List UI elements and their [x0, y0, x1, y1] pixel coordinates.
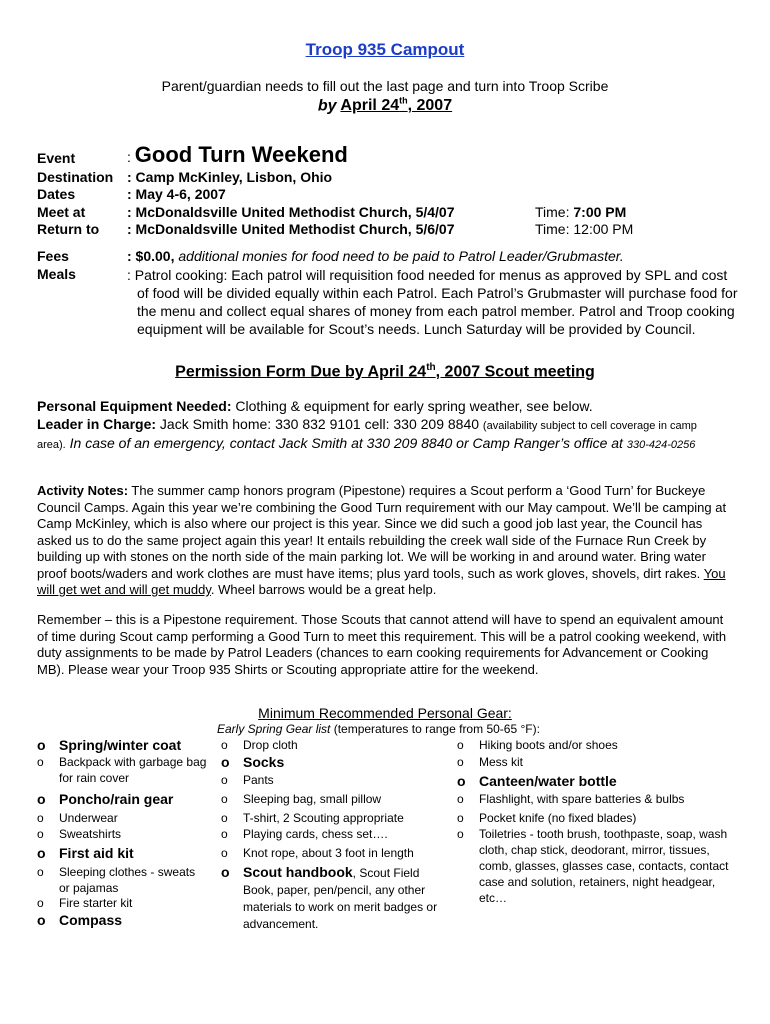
gear-item-label: Fire starter kit	[59, 896, 133, 910]
gear-item-label: Playing cards, chess set….	[243, 827, 388, 841]
gear-item-label: T-shirt, 2 Scouting appropriate	[243, 811, 404, 825]
gear-item	[457, 773, 729, 789]
dates-label: Dates	[37, 186, 76, 202]
gear-item-label: Pocket knife (no fixed blades)	[479, 811, 637, 825]
meet-label: Meet at	[37, 204, 86, 220]
gear-item	[457, 791, 729, 807]
leader-text: Jack Smith home: 330 832 9101 cell: 330 209 8840	[156, 416, 483, 432]
due-date-value	[340, 97, 452, 114]
gear-heading: Minimum Recommended Personal Gear:	[258, 705, 512, 721]
bullet-icon: o	[37, 845, 46, 861]
gear-item	[37, 864, 209, 896]
gear-item-label: Sweatshirts	[59, 827, 122, 841]
bullet-icon: o	[457, 773, 466, 789]
event-label: Event	[37, 150, 76, 166]
bullet-icon: o	[37, 791, 46, 807]
activity-warning: You will get wet and will get muddy	[37, 565, 726, 597]
bullet-icon: o	[221, 792, 228, 806]
meet-time-label: Time:	[535, 204, 570, 220]
equipment-line	[37, 398, 737, 415]
bullet-icon: o	[221, 846, 228, 860]
return-label: Return to	[37, 221, 100, 237]
gear-item-label: Toiletries - tooth brush, toothpaste, soap, wash cloth, chap stick, deodorant, mirror, tissues, comb, glasses, glasses case, contacts, contact case and solution, retainers, night headgear, etc…	[479, 827, 729, 905]
equipment-text: Clothing & equipment for early spring weather, see below.	[231, 398, 593, 414]
remember-paragraph: Remember – this is a Pipestone requirement. Those Scouts that cannot attend will have to spend an equivalent amount of time during Scout camp performing a Good Turn to meet this requirement. This will be a patrol cooking weekend, with duty assignments to be made by Patrol Leaders (chances to earn cooking requirements for Advancement or Cooking MB). Please wear your Troop 935 Shirts or Scouting appropriate attire for the weekend.	[37, 612, 727, 677]
emergency-text: In case of an emergency, contact Jack Smith at 330 209 8840 or Camp Ranger’s office at	[65, 435, 627, 451]
gear-item-label: Poncho/rain gear	[59, 791, 174, 807]
event-value	[127, 142, 348, 168]
bullet-icon: o	[37, 865, 44, 879]
gear-item-label: Flashlight, with spare batteries & bulbs	[479, 792, 685, 806]
gear-item	[457, 737, 729, 753]
fees-value	[127, 248, 624, 264]
permission-heading-rest: , 2007 Scout meeting	[435, 363, 595, 381]
bullet-icon: o	[37, 896, 44, 910]
gear-item-label: Spring/winter coat	[59, 737, 182, 753]
bullet-icon: o	[37, 912, 46, 928]
activity-text-end: . Wheel barrows would be a great help.	[210, 582, 437, 597]
bullet-icon: o	[221, 811, 228, 825]
gear-item-label: Sleeping bag, small pillow	[243, 792, 382, 806]
bullet-icon: o	[221, 827, 228, 841]
gear-item-label: Drop cloth	[243, 738, 298, 752]
bullet-icon: o	[37, 737, 46, 753]
gear-item-label: Mess kit	[479, 755, 524, 769]
bullet-icon: o	[221, 754, 230, 770]
gear-item	[37, 826, 209, 842]
due-date-sup: th	[399, 96, 408, 106]
instruction-text: Parent/guardian needs to fill out the last page and turn into Troop Scribe	[161, 78, 609, 94]
due-date	[0, 96, 770, 115]
leader-label: Leader in Charge:	[37, 416, 157, 432]
event-colon: :	[127, 149, 131, 165]
dates-value: : May 4-6, 2007	[127, 186, 226, 202]
gear-item-label: Hiking boots and/or shoes	[479, 738, 618, 752]
bullet-icon: o	[457, 792, 464, 806]
gear-item	[37, 895, 209, 911]
meet-value: : McDonaldsville United Methodist Church, 5/4/07	[127, 204, 455, 220]
fees-amount: : $0.00,	[127, 248, 175, 264]
gear-item-extra: , Scout Field Book, paper, pen/pencil, any other materials to work on merit badges or advancement.	[243, 866, 438, 931]
gear-item-label: Underwear	[59, 811, 118, 825]
gear-subheading-italic: Early Spring Gear list	[217, 722, 331, 736]
gear-item	[37, 845, 209, 861]
gear-item	[37, 737, 209, 753]
gear-item-label: Backpack with garbage bag for rain cover	[59, 755, 207, 785]
bullet-icon: o	[221, 773, 228, 787]
gear-item	[457, 826, 729, 906]
gear-subheading-rest: (temperatures to range from 50-65 °F):	[330, 722, 540, 736]
meet-time	[535, 204, 626, 220]
activity-text: The summer camp honors program (Pipestone) requires a Scout perform a ‘Good Turn’ for Buckeye Council Camps. Again this year we’re combining the Good Turn requirement with our May campout. We’ll be camping at Camp McKinley, which is also where our project is this year. Since we did such a good job last year, the Council has asked us to do the same project again this year! It entails rebuilding the creek wall side of the Furnace Run Creek by building up with stones on the north side of the main parking lot. We will be working in and around water. Bring water proof boots/waders and work clothes are must have items; plus yard tools, such as work gloves, shovels, dirt rakes.	[37, 483, 727, 581]
return-time-value: 12:00 PM	[573, 221, 634, 237]
gear-subheading	[217, 722, 540, 736]
leader-block	[37, 416, 727, 454]
gear-item	[221, 737, 443, 753]
activity-label: Activity Notes:	[37, 483, 129, 498]
gear-item-label: Canteen/water bottle	[479, 773, 617, 789]
due-date-main: April 24	[340, 97, 400, 115]
due-date-year: , 2007	[407, 97, 453, 115]
bullet-icon: o	[221, 864, 230, 880]
gear-item	[37, 810, 209, 826]
meals-text: : Patrol cooking: Each patrol will requisition food needed for menus as approved by SPL and cost of food will be divided equally within each Patrol. Each Patrol’s Grubmaster will purchase food for the menu and collect equal shares of money from each patrol member. Patrol and Troop cooking equipment will be available for Scout’s needs. Lunch Saturday will be provided by Council.	[127, 267, 738, 337]
bullet-icon: o	[457, 738, 464, 752]
permission-heading-sup: th	[426, 362, 436, 373]
bullet-icon: o	[221, 738, 228, 752]
gear-item	[457, 810, 729, 826]
gear-item-label: Compass	[59, 912, 123, 928]
gear-item	[221, 845, 443, 861]
destination-value: : Camp McKinley, Lisbon, Ohio	[127, 169, 333, 185]
permission-heading-main: Permission Form Due by April 24	[175, 363, 427, 381]
gear-item	[37, 791, 209, 807]
fees-label: Fees	[37, 248, 69, 264]
bullet-icon: o	[457, 755, 464, 769]
gear-item	[37, 912, 209, 928]
bullet-icon: o	[457, 827, 464, 841]
gear-item	[221, 810, 443, 826]
gear-item-label: Scout handbook	[243, 864, 353, 880]
gear-item	[37, 754, 209, 786]
bullet-icon: o	[457, 811, 464, 825]
gear-item	[221, 772, 443, 788]
destination-label: Destination	[37, 169, 114, 185]
gear-item-label: Socks	[243, 754, 285, 770]
ranger-phone: 330-424-0256	[626, 439, 696, 451]
permission-heading	[0, 362, 770, 381]
gear-item	[221, 826, 443, 842]
meals-label: Meals	[37, 266, 76, 282]
gear-item-label: Pants	[243, 773, 274, 787]
fees-note: additional monies for food need to be paid to Patrol Leader/Grubmaster.	[178, 248, 624, 264]
return-time-label: Time:	[535, 221, 570, 237]
leader-note: (availability subject to cell coverage in camp area).	[37, 420, 697, 451]
gear-item	[457, 754, 729, 770]
bullet-icon: o	[37, 811, 44, 825]
due-by-label: by	[317, 97, 337, 115]
gear-item-label: Knot rope, about 3 foot in length	[243, 846, 414, 860]
meet-time-value: 7:00 PM	[573, 204, 627, 220]
page-title: Troop 935 Campout	[305, 40, 465, 59]
activity-notes	[37, 483, 737, 599]
gear-item-label: First aid kit	[59, 845, 134, 861]
return-time	[535, 221, 633, 237]
event-name: Good Turn Weekend	[134, 142, 348, 167]
gear-item	[221, 754, 443, 770]
gear-item	[221, 864, 443, 932]
gear-item-label: Sleeping clothes - sweats or pajamas	[59, 865, 196, 895]
bullet-icon: o	[37, 755, 44, 769]
return-value: : McDonaldsville United Methodist Church, 5/6/07	[127, 221, 455, 237]
bullet-icon: o	[37, 827, 44, 841]
gear-item	[221, 791, 443, 807]
equipment-label: Personal Equipment Needed:	[37, 398, 232, 414]
